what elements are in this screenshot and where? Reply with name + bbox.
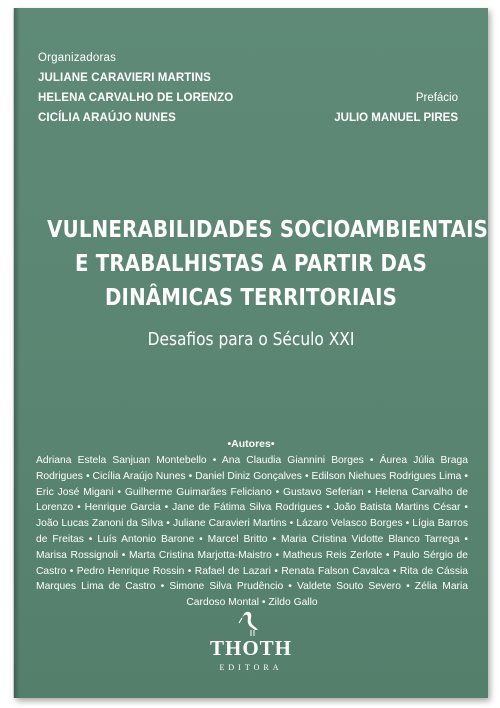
book-title (47, 213, 488, 315)
organizer-name: CICÍLIA ARAÚJO NUNES (38, 112, 176, 124)
preface-label: Prefácio (415, 92, 458, 104)
authors-label: •Autores• (227, 438, 275, 450)
book-title-line: E TRABALHISTAS A PARTIR DAS (74, 251, 428, 277)
ibis-bird-icon (236, 608, 266, 638)
book-subtitle: Desafios para o Século XXI (147, 330, 355, 350)
organizers-label: Organizadoras (38, 52, 117, 64)
publisher-subtitle: EDITORA (219, 663, 283, 672)
publisher-name: THOTH (209, 636, 293, 660)
organizer-name: JULIANE CARAVIERI MARTINS (38, 72, 211, 84)
organizer-name: HELENA CARVALHO DE LORENZO (38, 92, 234, 104)
spine-shadow (14, 8, 20, 698)
preface-author-name: JULIO MANUEL PIRES (334, 112, 458, 124)
book-title-line: VULNERABILIDADES SOCIOAMBIENTAIS (47, 217, 488, 243)
book-cover (14, 8, 488, 698)
book-title-line: DINÂMICAS TERRITORIAIS (104, 285, 398, 311)
authors-list: Adriana Estela Sanjuan Montebello • Ana Claudia Giannini Borges • Áurea Júlia Braga Rodrigues • Cicília Araújo Nunes • Daniel Diniz Gonçalves • Edilson Niehues Rodrigues Lima • Eric José Migani • Guilherme Guimarães Feliciano • Gustavo Seferian • Helena Carvalho de Lorenzo • Henrique Garcia • Jane de Fátima Silva Rodrigues • João Batista Martins César • João Lucas Zanoni da Silva • Juliane Caravieri Martins • Lázaro Velasco Borges • Lígia Barros de Freitas • Luís Antonio Barone • Marcel Britto • Maria Cristina Vidotte Blanco Tarrega • Marisa Rossignoli • Marta Cristina Marjotta-Maistro • Matheus Reis Zerlote • Paulo Sérgio de Castro • Pedro Henrique Rossin • Rafael de Lazari • Renata Falson Cavalca • Rita de Cássia Marques Lima de Castro • Simone Silva Prudêncio • Valdete Souto Severo • Zélia Maria Cardoso Montal • Zildo Gallo (36, 455, 468, 609)
publisher-logo (14, 608, 488, 672)
